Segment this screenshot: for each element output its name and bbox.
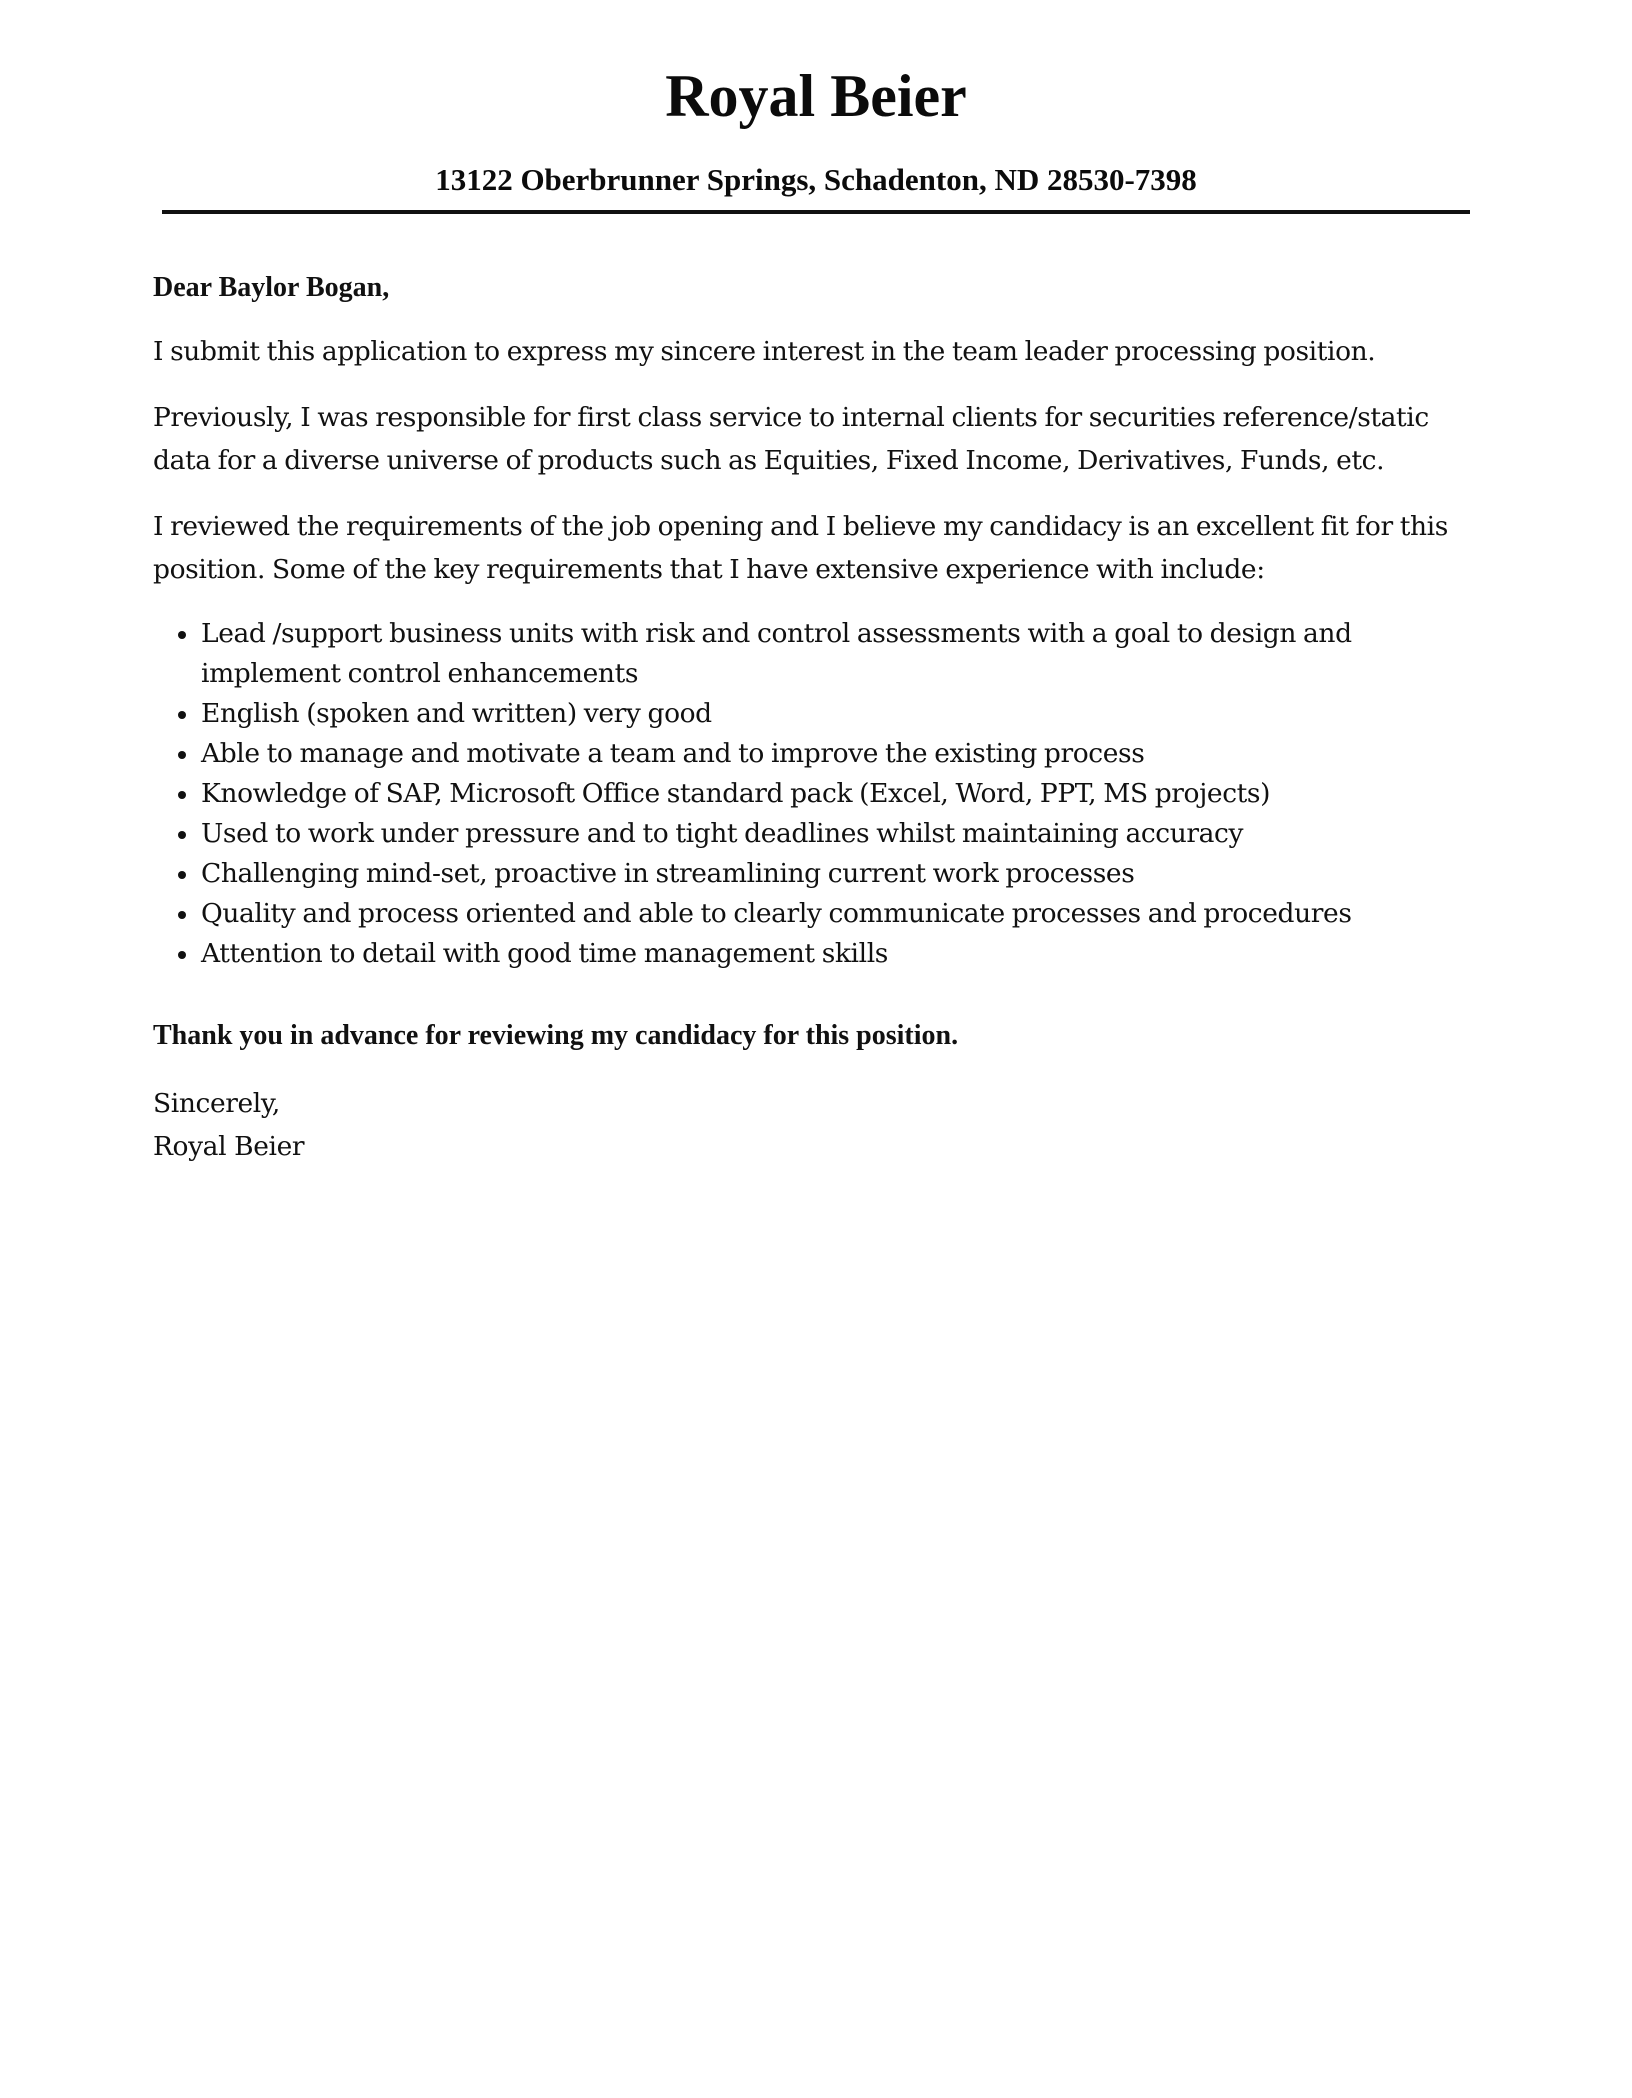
signature: Royal Beier <box>153 1131 305 1162</box>
bullet-icon <box>178 871 186 879</box>
closing-line: Thank you in advance for reviewing my candidacy for this position. <box>153 1020 959 1051</box>
intro-paragraph: I submit this application to express my sincere interest in the team leader processing position. <box>153 336 1376 367</box>
list-item-text: Challenging mind-set, proactive in streamlining current work processes <box>201 858 1135 889</box>
requirements-paragraph: I reviewed the requirements of the job opening and I believe my candidacy is an excellent fit for this position. Some of the key requirements that I have extensive experience with include: <box>153 511 1448 585</box>
bullet-icon <box>178 791 186 799</box>
list-item <box>153 854 1473 894</box>
list-item <box>153 734 1473 774</box>
list-item <box>153 894 1473 934</box>
letter-header <box>162 56 1470 200</box>
sender-name: Royal Beier <box>665 63 967 129</box>
bullet-icon <box>178 951 186 959</box>
bullet-icon <box>178 911 186 919</box>
letter-body <box>153 270 1473 1168</box>
list-item <box>153 814 1473 854</box>
bullet-icon <box>178 751 186 759</box>
header-divider <box>162 210 1470 214</box>
signoff: Sincerely, <box>153 1088 280 1119</box>
experience-paragraph: Previously, I was responsible for first class service to internal clients for securities reference/static data for a diverse universe of products such as Equities, Fixed Income, Derivatives, Funds, etc. <box>153 402 1429 476</box>
list-item-text: Quality and process oriented and able to clearly communicate processes and procedures <box>201 898 1352 929</box>
list-item-text: Knowledge of SAP, Microsoft Office standard pack (Excel, Word, PPT, MS projects) <box>201 778 1271 809</box>
requirements-list <box>153 614 1473 974</box>
list-item-text: English (spoken and written) very good <box>201 698 712 729</box>
list-item <box>153 774 1473 814</box>
salutation: Dear Baylor Bogan, <box>153 272 390 303</box>
bullet-icon <box>178 711 186 719</box>
list-item <box>153 934 1473 974</box>
list-item-text: Attention to detail with good time management skills <box>201 938 888 969</box>
list-item-text: Lead /support business units with risk and control assessments with a goal to design and implement control enhancements <box>201 618 1352 689</box>
list-item-text: Able to manage and motivate a team and to improve the existing process <box>201 738 1145 769</box>
list-item <box>153 694 1473 734</box>
list-item-text: Used to work under pressure and to tight deadlines whilst maintaining accuracy <box>201 818 1244 849</box>
bullet-icon <box>178 831 186 839</box>
bullet-icon <box>178 631 186 639</box>
list-item <box>153 614 1473 694</box>
sender-address: 13122 Oberbrunner Springs, Schadenton, ND 28530-7398 <box>435 162 1197 197</box>
